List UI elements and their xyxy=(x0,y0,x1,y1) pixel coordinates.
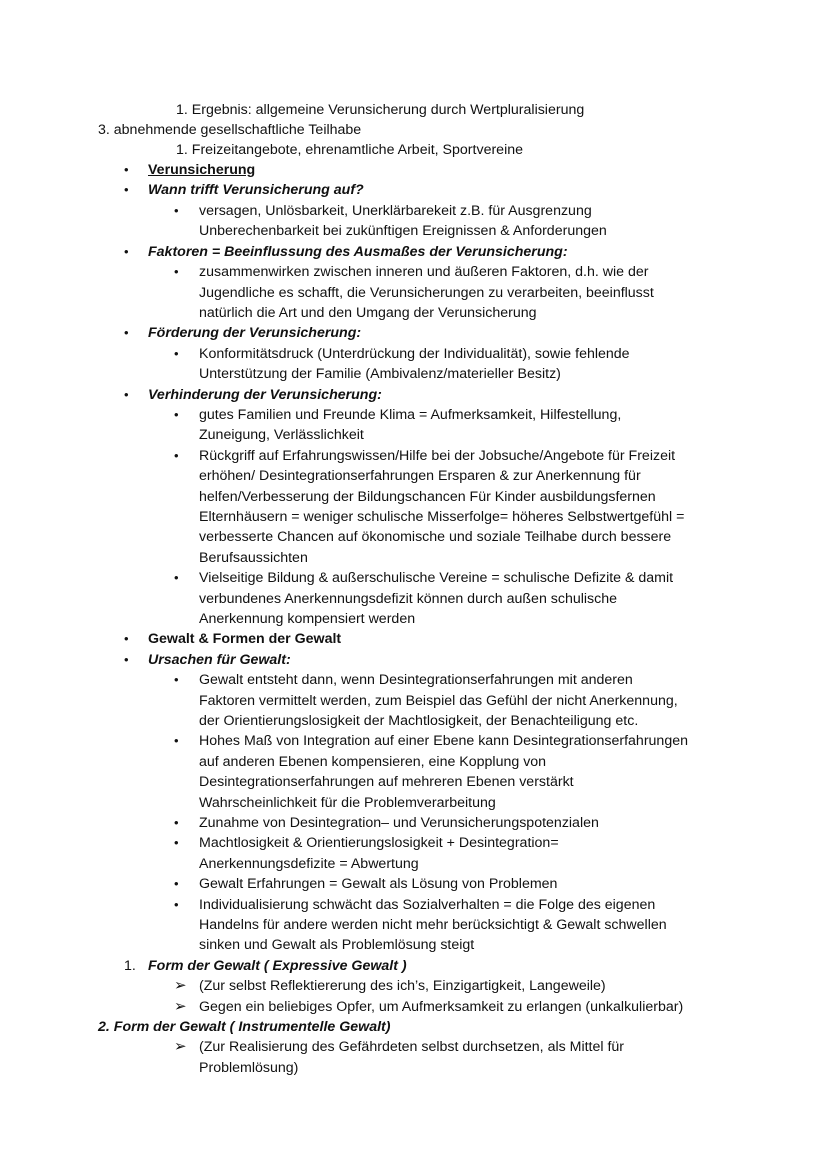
text-line: Zuneigung, Verlässlichkeit xyxy=(199,427,364,443)
text-line: Individualisierung schwächt das Sozialverhalten = die Folge des eigenen xyxy=(199,897,656,913)
text-line: Elternhäusern = weniger schulische Misserfolge= höheres Selbstwertgefühl = xyxy=(199,509,685,525)
text-line: verbesserte Chancen auf ökonomische und soziale Teilhabe durch bessere xyxy=(199,529,672,545)
text-line: (Zur selbst Reflektiererung des ich’s, Einzigartigkeit, Langeweile) xyxy=(199,978,606,994)
text-line: Gewalt Erfahrungen = Gewalt als Lösung von Problemen xyxy=(199,876,558,892)
text-line: Handelns für andere werden nicht mehr berücksichtigt & Gewalt schwellen xyxy=(199,917,667,933)
bullet-marker: • xyxy=(174,407,179,422)
heading-gewalt: Gewalt & Formen der Gewalt xyxy=(148,631,342,647)
heading-ursachen: Ursachen für Gewalt: xyxy=(148,652,291,668)
text-line: Machtlosigkeit & Orientierungslosigkeit + Desintegration= xyxy=(199,835,559,851)
heading-faktoren: Faktoren = Beeinflussung des Ausmaßes der Verunsicherung: xyxy=(148,244,568,260)
text-line: Zunahme von Desintegration– und Verunsicherungspotenzialen xyxy=(199,815,599,831)
text-line: (Zur Realisierung des Gefährdeten selbst durchsetzen, als Mittel für xyxy=(199,1039,625,1055)
form1-number: 1. xyxy=(124,958,136,974)
text-line: versagen, Unlösbarkeit, Unerklärbarekeit z.B. für Ausgrenzung xyxy=(199,203,592,219)
text-line: Wahrscheinlichkeit für die Problemverarbeitung xyxy=(199,795,496,811)
bullet-marker: • xyxy=(174,203,179,218)
text-line: Berufsaussichten xyxy=(199,550,308,566)
section-3-heading: 3. abnehmende gesellschaftliche Teilhabe xyxy=(98,122,362,138)
bullet-marker: • xyxy=(124,631,129,646)
text-line: Gewalt entsteht dann, wenn Desintegrationserfahrungen mit anderen xyxy=(199,672,633,688)
bullet-marker: • xyxy=(174,733,179,748)
bullet-marker: • xyxy=(124,244,129,259)
text-line: auf anderen Ebenen kompensieren, eine Kopplung von xyxy=(199,754,547,770)
result-line: 1. Ergebnis: allgemeine Verunsicherung durch Wertpluralisierung xyxy=(176,102,585,118)
text-line: Faktoren vermittelt werden, zum Beispiel das Gefühl der nicht Anerkennung, xyxy=(199,693,678,709)
text-line: Hohes Maß von Integration auf einer Ebene kann Desintegrationserfahrungen xyxy=(199,733,688,749)
arrow-marker-icon: ➢ xyxy=(174,977,187,994)
bullet-marker: • xyxy=(174,570,179,585)
text-line: der Orientierungslosigkeit der Machtlosigkeit, der Benachteiligung etc. xyxy=(199,713,639,729)
bullet-marker: • xyxy=(124,652,129,667)
text-line: Konformitätsdruck (Unterdrückung der Individualität), sowie fehlende xyxy=(199,346,630,362)
text-line: Problemlösung) xyxy=(199,1060,299,1076)
heading-wann: Wann trifft Verunsicherung auf? xyxy=(148,182,364,198)
text-line: Rückgriff auf Erfahrungswissen/Hilfe bei der Jobsuche/Angebote für Freizeit xyxy=(199,448,676,464)
text-line: Desintegrationserfahrungen auf mehreren Ebenen verstärkt xyxy=(199,774,574,790)
bullet-marker: • xyxy=(174,897,179,912)
heading-foerderung: Förderung der Verunsicherung: xyxy=(148,325,362,341)
bullet-marker: • xyxy=(174,346,179,361)
bullet-marker: • xyxy=(174,448,179,463)
text-line: helfen/Verbesserung der Bildungschancen Für Kinder ausbildungsfernen xyxy=(199,489,656,505)
bullet-marker: • xyxy=(174,264,179,279)
heading-form2: 2. Form der Gewalt ( Instrumentelle Gewalt) xyxy=(98,1019,391,1035)
text-line: sinken und Gewalt als Problemlösung steigt xyxy=(199,937,475,953)
arrow-marker-icon: ➢ xyxy=(174,998,187,1015)
bullet-marker: • xyxy=(124,325,129,340)
bullet-marker: • xyxy=(174,815,179,830)
arrow-marker-icon: ➢ xyxy=(174,1038,187,1055)
text-line: Anerkennungsdefizite = Abwertung xyxy=(199,856,419,872)
bullet-marker: • xyxy=(124,182,129,197)
text-line: Anerkennung kompensiert werden xyxy=(199,611,416,627)
leisure-line: 1. Freizeitangebote, ehrenamtliche Arbeit, Sportvereine xyxy=(176,142,524,158)
text-line: erhöhen/ Desintegrationserfahrungen Ersparen & zur Anerkennung für xyxy=(199,468,641,484)
heading-verhinderung: Verhinderung der Verunsicherung: xyxy=(148,387,382,403)
bullet-marker: • xyxy=(174,876,179,891)
text-line: gutes Familien und Freunde Klima = Aufmerksamkeit, Hilfestellung, xyxy=(199,407,622,423)
bullet-marker: • xyxy=(174,835,179,850)
text-line: natürlich die Art und den Umgang der Verunsicherung xyxy=(199,305,537,321)
text-line: zusammenwirken zwischen inneren und äußeren Faktoren, d.h. wie der xyxy=(199,264,649,280)
bullet-marker: • xyxy=(124,162,129,177)
heading-form1: Form der Gewalt ( Expressive Gewalt ) xyxy=(148,958,407,974)
text-line: Jugendliche es schafft, die Verunsicherungen zu verarbeiten, beeinflusst xyxy=(199,285,654,301)
bullet-marker: • xyxy=(124,387,129,402)
text-line: Unterstützung der Familie (Ambivalenz/materieller Besitz) xyxy=(199,366,561,382)
text-line: Gegen ein beliebiges Opfer, um Aufmerksamkeit zu erlangen (unkalkulierbar) xyxy=(199,999,684,1015)
bullet-marker: • xyxy=(174,672,179,687)
text-line: verbundenes Anerkennungsdefizit können durch außen schulische xyxy=(199,591,618,607)
text-line: Vielseitige Bildung & außerschulische Vereine = schulische Defizite & damit xyxy=(199,570,674,586)
text-line: Unberechenbarkeit bei zukünftigen Ereignissen & Anforderungen xyxy=(199,223,607,239)
heading-verunsicherung: Verunsicherung xyxy=(148,162,256,178)
